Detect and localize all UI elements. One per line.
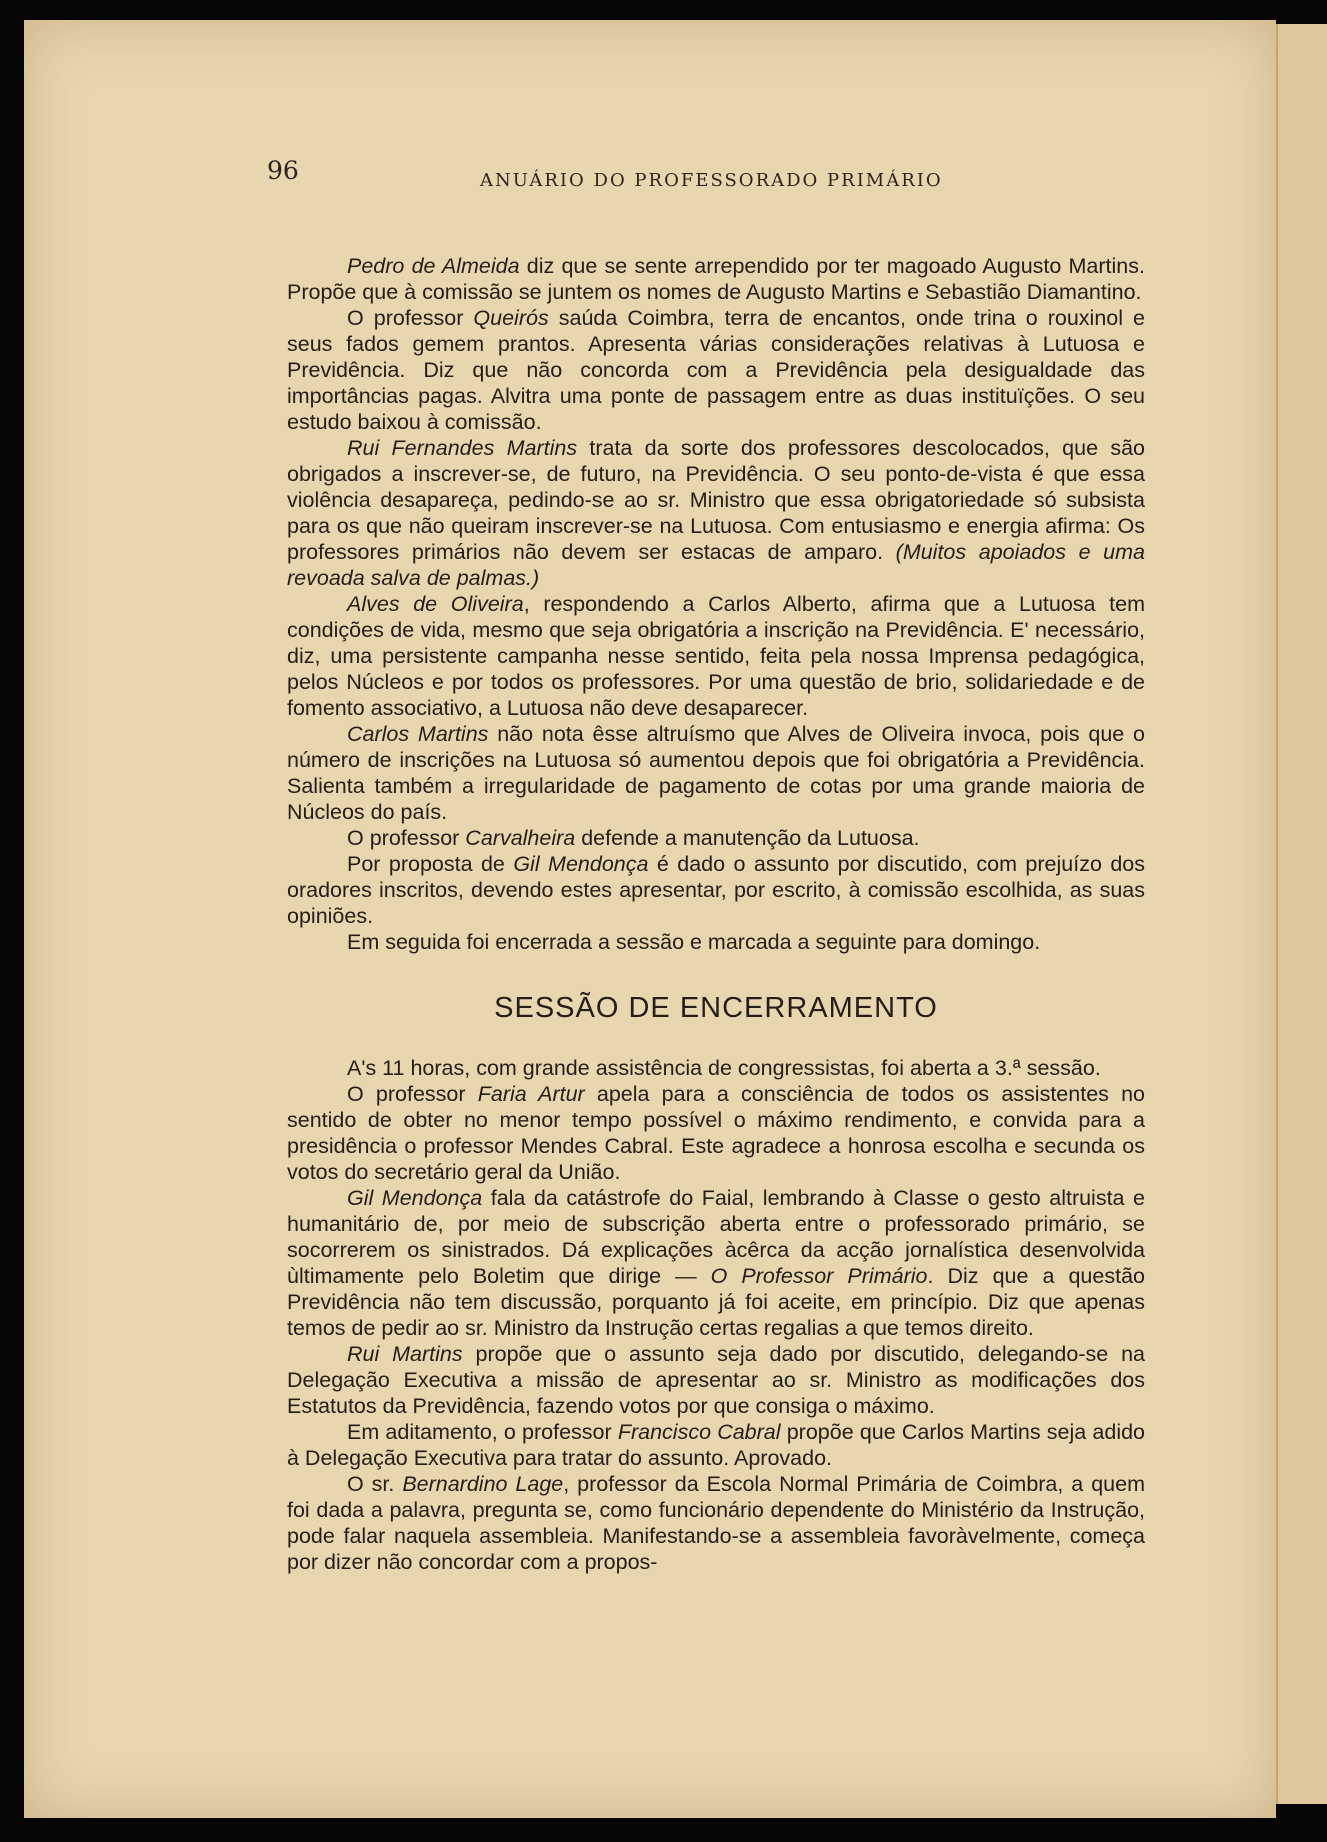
speaker-name: Gil Mendonça: [513, 852, 649, 876]
running-title: ANUÁRIO DO PROFESSORADO PRIMÁRIO: [480, 170, 943, 191]
paragraph: A's 11 horas, com grande assistência de congressistas, foi aberta a 3.ª sessão.: [347, 1056, 1101, 1080]
speaker-name: Alves de Oliveira: [347, 592, 524, 616]
paragraph: O professor Carvalheira defende a manutenção da Lutuosa.: [347, 826, 920, 850]
paragraph: Em seguida foi encerrada a sessão e marcada a seguinte para domingo.: [347, 930, 1041, 954]
paragraph: Em aditamento, o professor Francisco Cabral propõe que Carlos Martins seja adido à Delegação Executiva para tratar do assunto. Aprovado.: [287, 1420, 1146, 1470]
paragraph: Alves de Oliveira, respondendo a Carlos Alberto, afirma que a Lutuosa tem condições de vida, mesmo que seja obrigatória a inscrição na Previdência. E' necessário, diz, uma persistente campanha nesse sentido, feita pela nossa Imprensa pedagógica, pelos Núcleos e por todos os professores. Por uma questão de brio, solidariedade e de fomento associativo, a Lutuosa não deve desaparecer.: [287, 592, 1145, 720]
speaker-name: Bernardino Lage: [402, 1472, 564, 1496]
speaker-name: Carlos Martins: [347, 722, 489, 746]
adjacent-page-edge: [1276, 24, 1327, 1804]
paragraph: O professor Faria Artur apela para a consciência de todos os assistentes no sentido de obter no menor tempo possível o máximo rendimento, e convida para a presidência o professor Mendes Cabral. Este agradece a honrosa escolha e secunda os votos do secretário geral da União.: [287, 1082, 1146, 1184]
speaker-name: Francisco Cabral: [617, 1420, 781, 1444]
section-heading: SESSÃO DE ENCERRAMENTO: [494, 992, 938, 1024]
paragraph: Rui Martins propõe que o assunto seja dado por discutido, delegando-se na Delegação Executiva a missão de apresentar ao sr. Ministro as modificações dos Estatutos da Previdência, fazendo votos por que consiga o máximo.: [287, 1342, 1146, 1418]
paragraph: O professor Queirós saúda Coimbra, terra de encantos, onde trina o rouxinol e seus fados gemem prantos. Apresenta várias considerações relativas à Lutuosa e Previdência. Diz que não concorda com a Previdência pela desigualdade das importâncias pagas. Alvitra uma ponte de passagem entre as duas instituïções. O seu estudo baixou à comissão.: [287, 306, 1145, 434]
speaker-name: Rui Fernandes Martins: [347, 436, 578, 460]
paragraph: Carlos Martins não nota êsse altruísmo que Alves de Oliveira invoca, pois que o número de inscrições na Lutuosa só aumentou depois que foi obrigatória a Previdência. Salienta também a irregularidade de pagamento de cotas por uma grande maioria de Núcleos do país.: [287, 722, 1146, 824]
paragraph: Rui Fernandes Martins trata da sorte dos professores descolocados, que são obrigados a inscrever-se, de futuro, na Previdência. O seu ponto-de-vista é que essa violência desapareça, pedindo-se ao sr. Ministro que essa obrigatoriedade só subsista para os que não queiram inscrever-se na Lutuosa. Com entusiasmo e energia afirma: Os professores primários não devem ser estacas de amparo. (Muitos apoiados e uma revoada salva de palmas.): [287, 436, 1145, 590]
speaker-name: Pedro de Almeida: [347, 254, 520, 278]
publication-title: O Professor Primário: [710, 1264, 928, 1288]
page-number: 96: [267, 156, 299, 185]
paragraph: Pedro de Almeida diz que se sente arrependido por ter magoado Augusto Martins. Propõe que à comissão se juntem os nomes de Augusto Martins e Sebastião Diamantino.: [287, 254, 1145, 304]
paragraph: Gil Mendonça fala da catástrofe do Faial, lembrando à Classe o gesto altruista e humanitário de, por meio de subscrição aberta entre o professorado primário, se socorrerem os sinistrados. Dá explicações àcêrca da acção jornalística desenvolvida ùltimamente pelo Boletim que dirige — O Professor Primário. Diz que a questão Previdência não tem discussão, porquanto já foi aceite, em princípio. Diz que apenas temos de pedir ao sr. Ministro da Instrução certas regalias a que temos direito.: [287, 1186, 1145, 1340]
speaker-name: Rui Martins: [347, 1342, 463, 1366]
body-text: [287, 253, 1145, 1575]
speaker-name: Gil Mendonça: [347, 1186, 483, 1210]
paragraph: O sr. Bernardino Lage, professor da Escola Normal Primária de Coimbra, a quem foi dada a palavra, pregunta se, como funcionário dependente do Ministério da Instrução, pode falar naquela assembleia. Manifestando-se a assembleia favoràvelmente, começa por dizer não concordar com a propos-: [287, 1472, 1145, 1574]
paragraph: Por proposta de Gil Mendonça é dado o assunto por discutido, com prejuízo dos oradores inscritos, devendo estes apresentar, por escrito, à comissão escolhida, as suas opiniões.: [287, 852, 1145, 928]
speaker-name: Carvalheira: [465, 826, 576, 850]
speaker-name: Queirós: [473, 306, 549, 330]
stage-direction: (Muitos apoiados e uma revoada salva de palmas.): [287, 540, 1145, 590]
speaker-name: Faria Artur: [477, 1082, 585, 1106]
